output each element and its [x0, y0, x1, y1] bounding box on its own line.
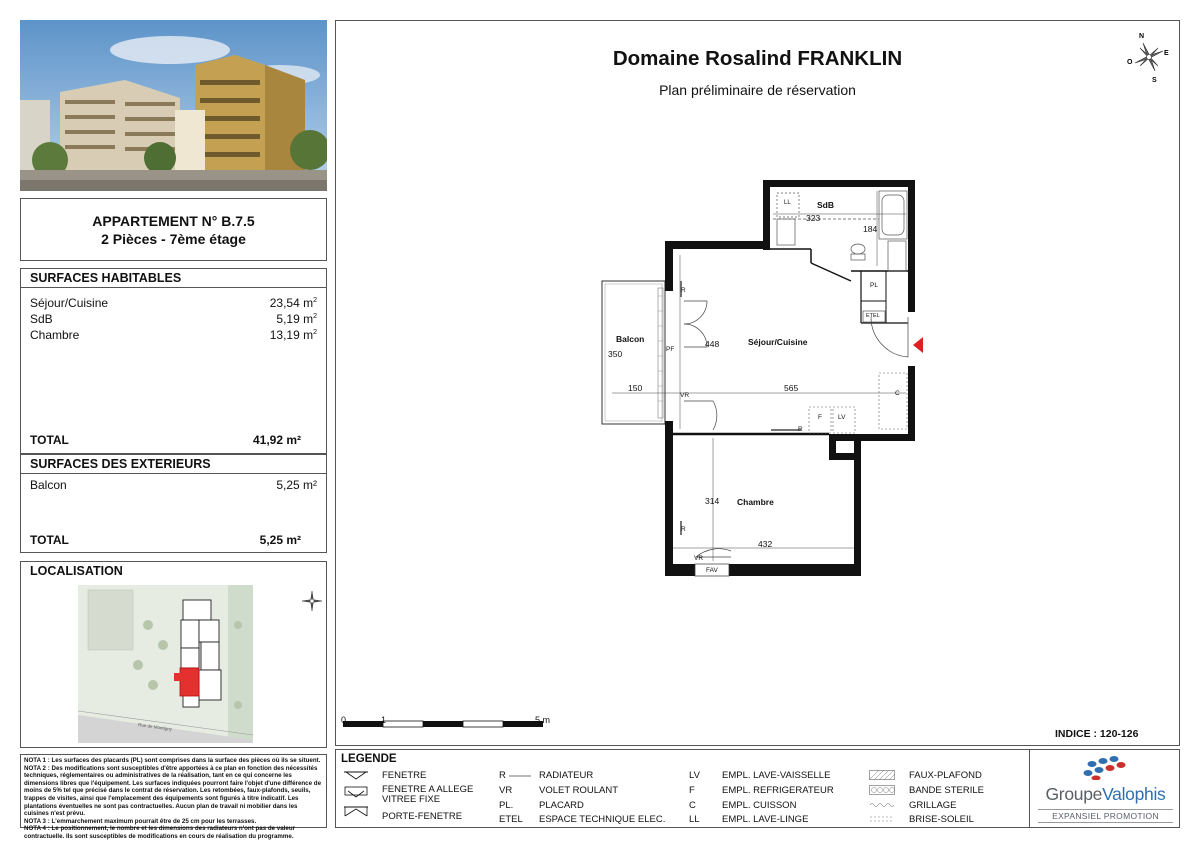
false-ceiling-pattern-icon — [869, 770, 895, 780]
dim-sdb-height: 184 — [863, 224, 878, 234]
exterior-total-value: 5,25 m² — [259, 533, 301, 547]
floor-plan — [336, 21, 1181, 747]
exterior-row: Balcon 5,25 m² — [30, 478, 317, 492]
svg-text:O: O — [1127, 59, 1133, 66]
localisation-heading: LOCALISATION — [30, 564, 123, 578]
code-etel: ETEL — [866, 313, 880, 319]
legend-label: RADIATEUR — [539, 770, 594, 781]
habitable-row: Chambre 13,19 $m^2$ — [30, 328, 317, 342]
habitable-surfaces-panel — [20, 268, 327, 454]
legend-label: EMPL. LAVE-LINGE — [722, 814, 809, 825]
legend-label: ESPACE TECHNIQUE ELEC. — [539, 814, 666, 825]
fixed-glazing-window-icon — [342, 785, 370, 799]
code-vr1: VR — [680, 392, 690, 399]
habitable-row: Séjour/Cuisine 23,54 $m^2$ — [30, 296, 317, 310]
code-r1: R — [681, 287, 686, 294]
french-window-icon — [342, 804, 370, 818]
walls — [665, 180, 915, 576]
habitable-total-label: TOTAL — [30, 433, 69, 447]
legend-label: EMPL. REFRIGERATEUR — [722, 785, 834, 796]
project-title: Domaine Rosalind FRANKLIN — [612, 47, 903, 70]
notes-panel — [20, 754, 327, 840]
code-fav: FAV — [706, 567, 718, 574]
legend-label: PLACARD — [539, 800, 584, 811]
legend-bande-sterile: BANDE STERILE — [909, 785, 984, 796]
exterior-total-label: TOTAL — [30, 533, 69, 547]
habitable-surfaces-heading: SURFACES HABITABLES — [21, 269, 326, 288]
habitable-total-row — [30, 433, 301, 449]
grating-pattern-icon — [869, 800, 895, 810]
compass-rose-icon — [301, 590, 323, 612]
legend-grillage: GRILLAGE — [909, 800, 957, 811]
code-lv: LV — [838, 414, 846, 421]
room-label-balcon: Balcon — [616, 334, 645, 344]
code-pf: PF — [666, 346, 675, 353]
scale-bar — [341, 711, 556, 731]
brand-block — [1029, 750, 1181, 827]
legend-code: LV — [689, 770, 700, 781]
dim-balcon-width: 150 — [628, 383, 643, 393]
code-c: C — [895, 390, 900, 397]
dim-chambre-width: 432 — [758, 539, 773, 549]
room-label-sejour: Séjour/Cuisine — [748, 337, 808, 347]
radiator-icon — [509, 775, 531, 777]
dim-sejour-height: 448 — [705, 339, 720, 349]
apartment-number: APPARTEMENT N° B.7.5 — [92, 213, 255, 229]
code-r2: R — [798, 426, 803, 433]
entrance-marker-icon — [913, 337, 923, 353]
apartment-title-box — [20, 198, 327, 261]
dim-chambre-height: 314 — [705, 496, 720, 506]
legend-porte-fenetre: PORTE-FENETRE — [382, 811, 463, 822]
svg-text:N: N — [1139, 33, 1145, 40]
legend-fenetre-allege: FENETRE A ALLEGE VITREE FIXE — [382, 784, 474, 805]
legend-heading: LEGENDE — [341, 753, 397, 765]
legend-code: VR — [499, 785, 513, 796]
legend-code: LL — [689, 814, 700, 825]
code-f: F — [818, 414, 822, 421]
dim-sejour-width: 565 — [784, 383, 799, 393]
brand-logo-icon — [1082, 756, 1128, 780]
site-map — [78, 585, 253, 743]
svg-text:E: E — [1164, 50, 1169, 57]
project-subtitle: Plan préliminaire de réservation — [659, 82, 856, 98]
plan-panel — [335, 20, 1180, 746]
note-1: NOTA 1 : Les surfaces des placards (PL) sont comprises dans la surface des pièces où ils se situent. — [24, 757, 321, 764]
legend-code: PL. — [499, 800, 514, 811]
svg-text:S: S — [1152, 77, 1157, 84]
localisation-panel — [20, 561, 327, 748]
room-label-sdb: SdB — [817, 200, 834, 210]
sterile-strip-pattern-icon — [869, 785, 895, 795]
note-2: NOTA 2 : Des modifications sont susceptibles d'être apportées à ce plan en fonction des nécessités techniques, réglementaires ou administratives de la réalisation, tant en ce qui concerne les dimensions libres que l'équipement. Les surfaces indiquées pourront faire l'objet d'une différence de moins de 5% tel que précisé dans le contrat de réservation. Les retombées, faux-plafonds, seuils, trappes de visites, ainsi que l'emplacement des équipements sont figurés à titre indicatif. Les plantations éventuelles ne sont pas contractuelles. Aucun plan de travail ni mobilier dans les cuisines n'est prévu. — [24, 764, 322, 818]
indice-label: INDICE : 120-126 — [1055, 728, 1139, 740]
street-label: Rue de Montigny — [137, 722, 173, 732]
habitable-total-value: 41,92 m² — [252, 433, 301, 447]
legend-code: ETEL — [499, 814, 523, 825]
note-4: NOTA 4 : Le positionnement, le nombre et les dimensions des radiateurs n'ont pas de valeur contractuelle. Ils sont susceptibles de modifications en cours de réalisation du programme. — [24, 825, 296, 840]
scale-label-one: 1 — [381, 715, 387, 725]
habitable-row: SdB 5,19 $m^2$ — [30, 312, 317, 326]
exterior-total-row — [30, 533, 301, 549]
legend-label: VOLET ROULANT — [539, 785, 619, 796]
brand-tagline-text: EXPANSIEL PROMOTION — [1052, 811, 1159, 821]
legend-label: EMPL. LAVE-VAISSELLE — [722, 770, 831, 781]
code-vr2: VR — [694, 555, 704, 562]
legend-panel — [335, 749, 1180, 828]
legend-faux-plafond: FAUX-PLAFOND — [909, 770, 982, 781]
dim-balcon-height: 350 — [608, 349, 623, 359]
legend-fenetre: FENETRE — [382, 770, 427, 781]
window-icon — [342, 769, 370, 781]
scale-label-zero: 0 — [341, 715, 347, 725]
code-r3: R — [681, 526, 686, 533]
legend-brise-soleil: BRISE-SOLEIL — [909, 814, 974, 825]
apartment-rooms-floor: 2 Pièces - 7ème étage — [101, 231, 246, 247]
brand-name: GroupeValophis — [1045, 784, 1166, 804]
code-ll: LL — [784, 200, 791, 206]
legend-label: EMPL. CUISSON — [722, 800, 797, 811]
legend-code: C — [689, 800, 696, 811]
note-3: NOTA 3 : L'emmarchement maximum pourrait être de 25 cm pour les terrasses. — [24, 817, 257, 825]
legend-code: F — [689, 785, 695, 796]
room-label-chambre: Chambre — [737, 497, 774, 507]
scale-label-five: 5 m — [535, 715, 551, 725]
exterior-surfaces-panel — [20, 454, 327, 553]
building-rendering — [20, 20, 327, 191]
sun-shade-pattern-icon — [869, 814, 895, 824]
legend-code: R — [499, 770, 506, 781]
dim-sdb-width: 323 — [806, 213, 821, 223]
code-pl: PL — [870, 282, 878, 289]
exterior-surfaces-heading: SURFACES DES EXTERIEURS — [21, 455, 326, 474]
